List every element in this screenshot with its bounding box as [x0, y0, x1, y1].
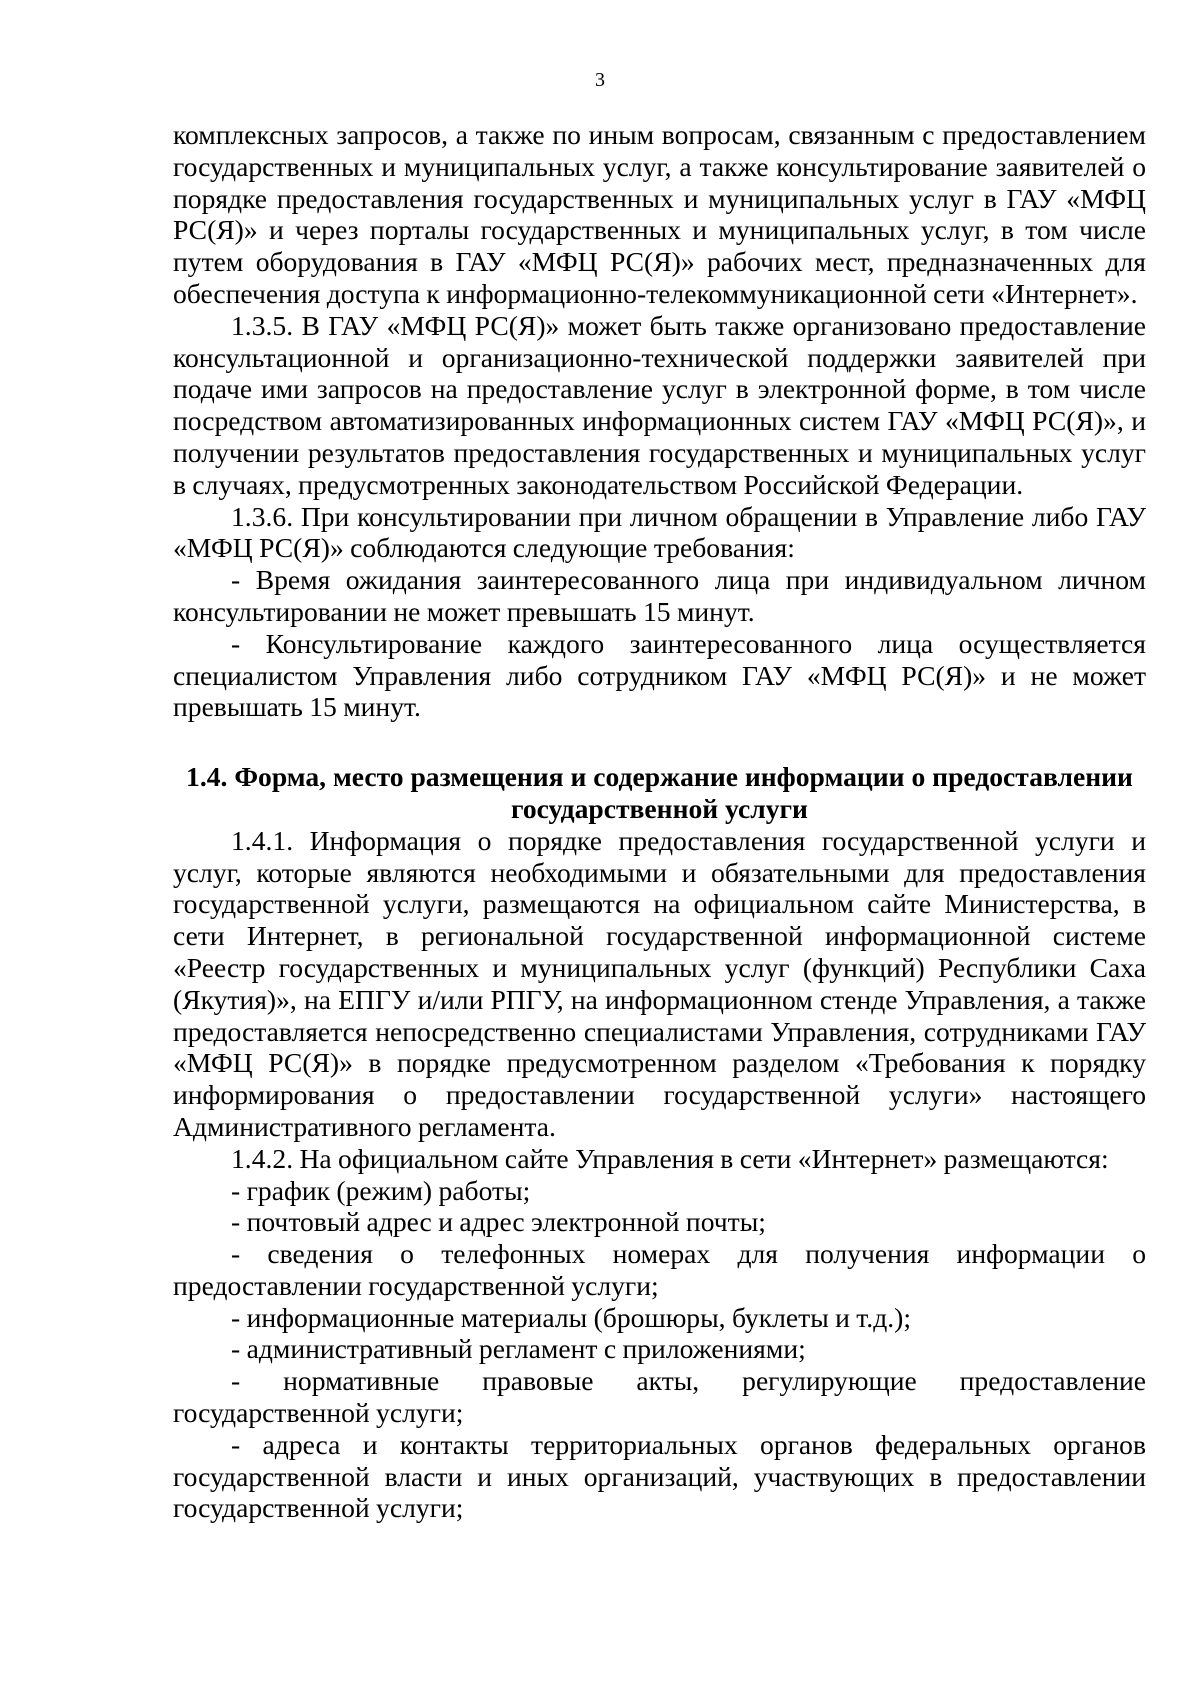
list-item-legal-acts: - нормативные правовые акты, регулирующие предоставление государственной услуги;	[173, 1365, 1146, 1429]
paragraph-1-4-2: 1.4.2. На официальном сайте Управления в сети «Интернет» размещаются:	[231, 1142, 1109, 1174]
list-item-postal-address: - почтовый адрес и адрес электронной почты;	[231, 1206, 766, 1238]
paragraph-1-3-6: 1.3.6. При консультировании при личном обращении в Управление либо ГАУ «МФЦ РС(Я)» соблюдаются следующие требования:	[173, 500, 1146, 564]
list-item-admin-regulation: - административный регламент с приложениями;	[231, 1333, 806, 1365]
list-item-schedule: - график (режим) работы;	[231, 1174, 531, 1206]
page-number: 3	[595, 69, 605, 91]
section-heading-1-4	[173, 761, 1146, 825]
paragraph-1-4-1: 1.4.1. Информация о порядке предоставления государственной услуги и услуг, которые являются необходимыми и обязательными для предоставления государственной услуги, размещаются на официальном сайте Министерства, в сети Интернет, в региональной государственной информационной системе «Реестр государственных и муниципальных услуг (функций) Республики Саха (Якутия)», на ЕПГУ и/или РПГУ, на информационном стенде Управления, а также предоставляется непосредственно специалистами Управления, сотрудниками ГАУ «МФЦ РС(Я)» в порядке предусмотренном разделом «Требования к порядку информирования о предоставлении государственной услуги» настоящего Административного регламента.	[173, 824, 1146, 1142]
section-heading-line-1: 1.4. Форма, место размещения и содержание информации о предоставлении	[186, 761, 1133, 793]
section-heading-line-2: государственной услуги	[511, 792, 808, 824]
paragraph-1-3-5: 1.3.5. В ГАУ «МФЦ РС(Я)» может быть также организовано предоставление консультационной и организационно-технической поддержки заявителей при подаче ими запросов на предоставление услуг в электронной форме, в том числе посредством автоматизированных информационных систем ГАУ «МФЦ РС(Я)», и получении результатов предоставления государственных и муниципальных услуг в случаях, предусмотренных законодательством Российской Федерации.	[173, 309, 1146, 500]
list-item-info-materials: - информационные материалы (брошюры, буклеты и т.д.);	[231, 1301, 911, 1333]
paragraph-continuation: комплексных запросов, а также по иным вопросам, связанным с предоставлением государственных и муниципальных услуг, а также консультирование заявителей о порядке предоставления государственных и муниципальных услуг в ГАУ «МФЦ РС(Я)» и через порталы государственных и муниципальных услуг, в том числе путем оборудования в ГАУ «МФЦ РС(Я)» рабочих мест, предназначенных для обеспечения доступа к информационно-телекоммуникационной сети «Интернет».	[173, 119, 1146, 309]
list-item-territorial-bodies: - адреса и контакты территориальных органов федеральных органов государственной власти и иных организаций, участвующих в предоставлении государственной услуги;	[173, 1428, 1146, 1524]
document-body	[173, 119, 1146, 1524]
requirement-waiting-time: - Время ожидания заинтересованного лица при индивидуальном личном консультировании не может превышать 15 минут.	[173, 564, 1146, 627]
list-item-phone-numbers: - сведения о телефонных номерах для получения информации о предоставлении государственной услуги;	[173, 1238, 1146, 1301]
requirement-consultation-duration: - Консультирование каждого заинтересованного лица осуществляется специалистом Управления либо сотрудником ГАУ «МФЦ РС(Я)» и не может превышать 15 минут.	[173, 627, 1146, 723]
